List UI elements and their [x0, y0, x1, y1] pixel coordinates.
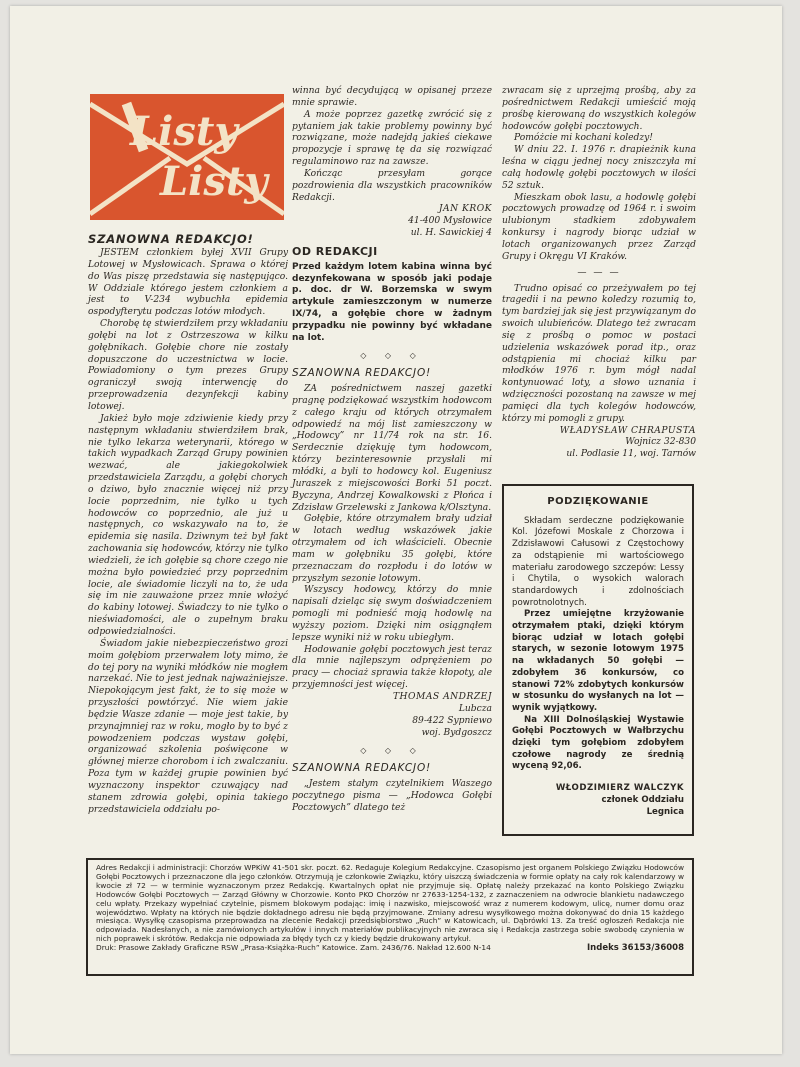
footer-text: Adres Redakcji i administracji: Chorzów WPKiW 41-501 skr. poczt. 62. Redaguje Kolegium Redakcyjne. Czasopismo jest organem Polskiego Związku Hodowców Gołębi Pocztowych i przeznaczone dla jego członków. Otrzymują je członkowie Związku, który uiszczą świadczenia w formie opłaty na cały rok kalendarzowy w kwocie zł 72 — w terminie wyznaczonym przez Redakcję. Kwartalnych opłat nie przyjmuje się. Opłatę należy przekazać na konto Polskiego Związku Hodowców Gołębi Pocztowych — Zarząd Główny w Chorzowie. Konto PKO Chorzów nr 27633-1254-132, z zaznaczeniem na odwrocie blankietu nadawczego celu wpłaty. Przekazy wypełniać czytelnie, pismem blokowym podając: imię i nazwisko, miejscowość wraz z numerem kodowym, ulicę, numer domu oraz województwo. Wpłaty na których nie będzie dokładnego adresu nie będą przyjmowane. Zmiany adresu wysyłkowego można dokonywać do dnia 15 każdego miesiąca. Wysyłkę czasopisma przeprowadza na zlecenie Redakcji przedsiębiorstwo „Ruch” w Katowicach, ul. Dąbrówki 13. Za treść ogłoszeń Redakcja nie odpowiada. Nadesłanych, a nie zamówionych artykułów i innych materiałów publikacyjnych nie zwraca się i Redakcja zastrzega sobie swobodę czynienia w nich poprawek i skrótów. Redakcja nie odpowiada za błędy tych cz y kiedy będzie drukowany artykuł.: [96, 863, 684, 944]
col2-paragraph: Gołębie, które otrzymałem brały udział w lotach według wskazówek jakie otrzymałem od ich właścicieli. Obecnie mam w gołębniku 35 gołębi, które przeznaczam do rozpłodu i do lotów w przyszłym sezonie lotowym.: [292, 514, 492, 584]
signature-address: 89-422 Sypniewo: [412, 715, 492, 726]
signature-address: Lubcza: [458, 703, 492, 714]
column-2: [292, 86, 492, 815]
separator-dots: ◇ ◇ ◇: [360, 746, 424, 756]
signature-chrapusta: WŁADYSŁAW CHRAPUSTA: [559, 425, 696, 436]
footer-imprint: [86, 858, 694, 976]
col2-paragraph: Wszyscy hodowcy, którzy do mnie napisali dzieląc się swym doświadczeniem pomogli mi podnieść moją hodowlę na wyższy poziom. Dzięki nim osiągnąłem lepsze wyniki niż w roku ubiegłym.: [292, 585, 492, 643]
signature-jan-krok: JAN KROK: [438, 204, 492, 215]
col2-paragraph: „Jestem stałym czytelnikiem Waszego poczytnego pisma — „Hodowca Gołębi Pocztowych” dlatego też: [292, 779, 492, 813]
col1-paragraph: Świadom jakie niebezpieczeństwo grozi moim gołębiom przerwałem loty mimo, że do tej pory na wyniki młódków nie mogłem narzekać. Nie to jest jednak najważniejsze. Niepokojącym jest fakt, że to się może w przyszłości powtórzyć. Nie wiem jakie będzie Wasze zdanie — moje jest takie, by przynajmniej raz w roku, mogło by to być z powodzeniem podczas wystaw gołębi, organizować szkolenia poświęcone w głównej mierze chorobom i ich zwalczaniu. Poza tym w każdej grupie powinien być wyznaczony inspektor czuwający nad stanem zdrowia gołębi, opinia takiego przedstawiciela oddziału po-: [88, 638, 288, 815]
column-1: [88, 248, 288, 817]
col2-paragraph: Hodowanie gołębi pocztowych jest teraz dla mnie najlepszym odprężeniem po pracy — chociaż sprawia także kłopoty, ale przyjemności jest więcej.: [292, 644, 492, 691]
separator-dots: ◇ ◇ ◇: [360, 351, 424, 361]
signature-address: 41-400 Mysłowice: [408, 216, 492, 227]
box-signature-role: członek Oddziału: [601, 794, 684, 805]
page: [10, 6, 782, 1054]
footer-index: Indeks 36153/36008: [587, 943, 684, 954]
col1-paragraph: JESTEM członkiem byłej XVII Grupy Lotowej w Mysłowicach. Sprawa o której do Was piszę przedstawia się następująco. W Oddziale którego jestem członkiem a jest to V-234 wybuchła epidemia ospodyfterytu podczas lotów młodych.: [88, 248, 288, 318]
column-3: [502, 86, 696, 461]
footer-print: Druk: Prasowe Zakłady Graficzne RSW „Prasa-Książka-Ruch” Katowice. Zam. 2436/76. Nakład 12.600 N-14: [96, 943, 491, 953]
col1-paragraph: Chorobę tę stwierdziłem przy wkładaniu gołębi na lot z Ostrzeszowa w kilku gołębnikach. Gołębie chore nie zostały dopuszczone do uczestnictwa w locie. Powiadomiony o tym prezes Grupy ograniczył swoją interwencję do przeprowadzenia dezynfekcji kabiny lotowej.: [88, 319, 288, 412]
col2-heading: SZANOWNA REDAKCJO!: [292, 762, 432, 775]
logo-word-1: Listy: [130, 108, 238, 155]
col1-heading: SZANOWNA REDAKCJO!: [88, 232, 254, 246]
col3-paragraph: Mieszkam obok lasu, a hodowlę gołębi pocztowych prowadzę od 1964 r. i swoim ulubionym stadkiem zdobywałem konkursy i nagrody biorąc udział w lotach organizowanych przez Zarząd Grupy i Okręgu VI Kraków.: [502, 192, 696, 262]
col2-heading: SZANOWNA REDAKCJO!: [292, 367, 432, 380]
box-paragraph: Składam serdeczne podziękowanie Kol. Józefowi Moskale z Chorzowa i Zdzisławowi Całusowi z Częstochowy za odstąpienie mi wartościowego materiału zarodowego szczepów: Lessy i Chytila, o wysokich walorach standardowych i zdolnościach powrotnolotnych.: [512, 515, 684, 608]
box-signature: WŁODZIMIERZ WALCZYK: [555, 783, 684, 794]
col2-paragraph: A może poprzez gazetkę zwrócić się z pytaniem jak takie problemy powinny być rozwiązane, może nadejdą jakieś ciekawe propozycje i sprawę tę da się rozwiązać regulaminowo raz na zawsze.: [292, 109, 492, 168]
podziekowanie-box: [502, 484, 694, 836]
col1-paragraph: Jakież było moje zdziwienie kiedy przy następnym wkładaniu stwierdziłem brak, nie tylko lekarza weterynarii, którego w takich wypadkach Zarząd Grupy powinien wezwać, ale jakiegokolwiek przedstawiciela Zarządu, a gołębi chorych o dziwo, było znacznie więcej niż przy locie poprzednim, nie tylko u tych hodowców co poprzednio, ale już u następnych, co wskazywało na to, że epidemia się nasila. Dziwnym też był fakt zachowania się hodowców, którzy nie tylko wiedzieli, że ich gołębie są chore czego nie można było powiedzieć przy poprzednim locie, ale świadomie liczyli na to, że uda się im nie zauważone przez mnie włożyć do kabiny lotowej. Świadczy to nie tylko o nieświadomości, ale o zupełnym braku odpowiedzialności.: [88, 413, 288, 637]
signature-address: woj. Bydgoszcz: [421, 727, 492, 738]
box-paragraph: Przez umiejętne krzyżowanie otrzymałem ptaki, dzięki którym biorąc udział w lotach gołębi starych, w sezonie lotowym 1975 na wkładanych 50 gołębi — zdobyłem 36 konkursów, co stanowi 72% zdobytych konkursów w stosunku do wysłanych na lot — wynik wyjątkowy.: [512, 609, 684, 713]
box-signature-role: Legnica: [646, 806, 684, 817]
col3-paragraph: Pomóżcie mi kochani koledzy!: [514, 133, 653, 144]
logo-word-2: Listy: [160, 158, 268, 205]
od-redakcji-heading: OD REDAKCJI: [292, 244, 378, 258]
footer-last-line: [96, 944, 684, 953]
col3-paragraph: zwracam się z uprzejmą prośbą, aby za pośrednictwem Redakcji umieścić moją prośbę kierowaną do wszystkich kolegów hodowców gołębi pocztowych.: [502, 86, 696, 132]
col2-paragraph: winna być decydującą w opisanej przeze mnie sprawie.: [292, 86, 492, 108]
separator-dash: — — —: [577, 267, 621, 278]
box-title: PODZIĘKOWANIE: [547, 496, 649, 507]
listy-logo: [90, 94, 284, 220]
col2-paragraph: Kończąc przesyłam gorące pozdrowienia dla wszystkich pracowników Redakcji.: [292, 168, 492, 203]
signature-address: Wojnicz 32-830: [625, 437, 696, 448]
signature-thomas-andrzej: THOMAS ANDRZEJ: [392, 692, 492, 703]
signature-address: ul. H. Sawickiej 4: [410, 228, 492, 239]
box-paragraph: Na XIII Dolnośląskiej Wystawie Gołębi Pocztowych w Wałbrzychu dzięki tym gołębiom zdobyłem czołowe nagrody ze średnią wyceną 92,06.: [512, 714, 684, 772]
col3-paragraph: Trudno opisać co przeżywałem po tej tragedii i na pewno koledzy rozumią to, tym bardziej jak się jest przywiązanym do swoich ulubieńców. Dlatego też zwracam się z prośbą o pomoc w postaci udzielenia wskazówek porad itp., oraz odstąpienia mi chociaż kilku par młodków 1976 r. bym mógł nadal kontynuować loty, a słowo uznania i wdzięczności pozostaną na zawsze w mej pamięci dla tych kolegów hodowców, którzy mi pomogli z grupy.: [502, 283, 696, 424]
od-redakcji-text: Przed każdym lotem kabina winna być dezynfekowana w sposób jaki podaje p. doc. dr W. Borzemska w swym artykule zamieszczonym w numerze IX/74, a gołębie chore w żadnym przypadku nie powinny być wkładane na lot.: [292, 261, 492, 343]
signature-address: ul. Podlasie 11, woj. Tarnów: [566, 449, 696, 460]
col3-paragraph: W dniu 22. I. 1976 r. drapieżnik kuna leśna w ciągu jednej nocy zniszczyła mi całą hodowlę gołębi pocztowych w ilości 52 sztuk.: [502, 145, 696, 191]
col2-paragraph: ZA pośrednictwem naszej gazetki pragnę podziękować wszystkim hodowcom z całego kraju od których otrzymałem odpowiedź na mój list zamieszczony w „Hodowcy” nr 11/74 rok na str. 16. Serdecznie dziękuję tym hodowcom, którzy bezinteresownie przysłali mi młódki, a byli to hodowcy kol. Eugeniusz Juraszek z miejscowości Borki 51 poczt. Byczyna, Andrzej Kowalkowski z Płońca i Zdzisław Grzelewski z Jankowa k/Olsztyna.: [292, 384, 492, 513]
